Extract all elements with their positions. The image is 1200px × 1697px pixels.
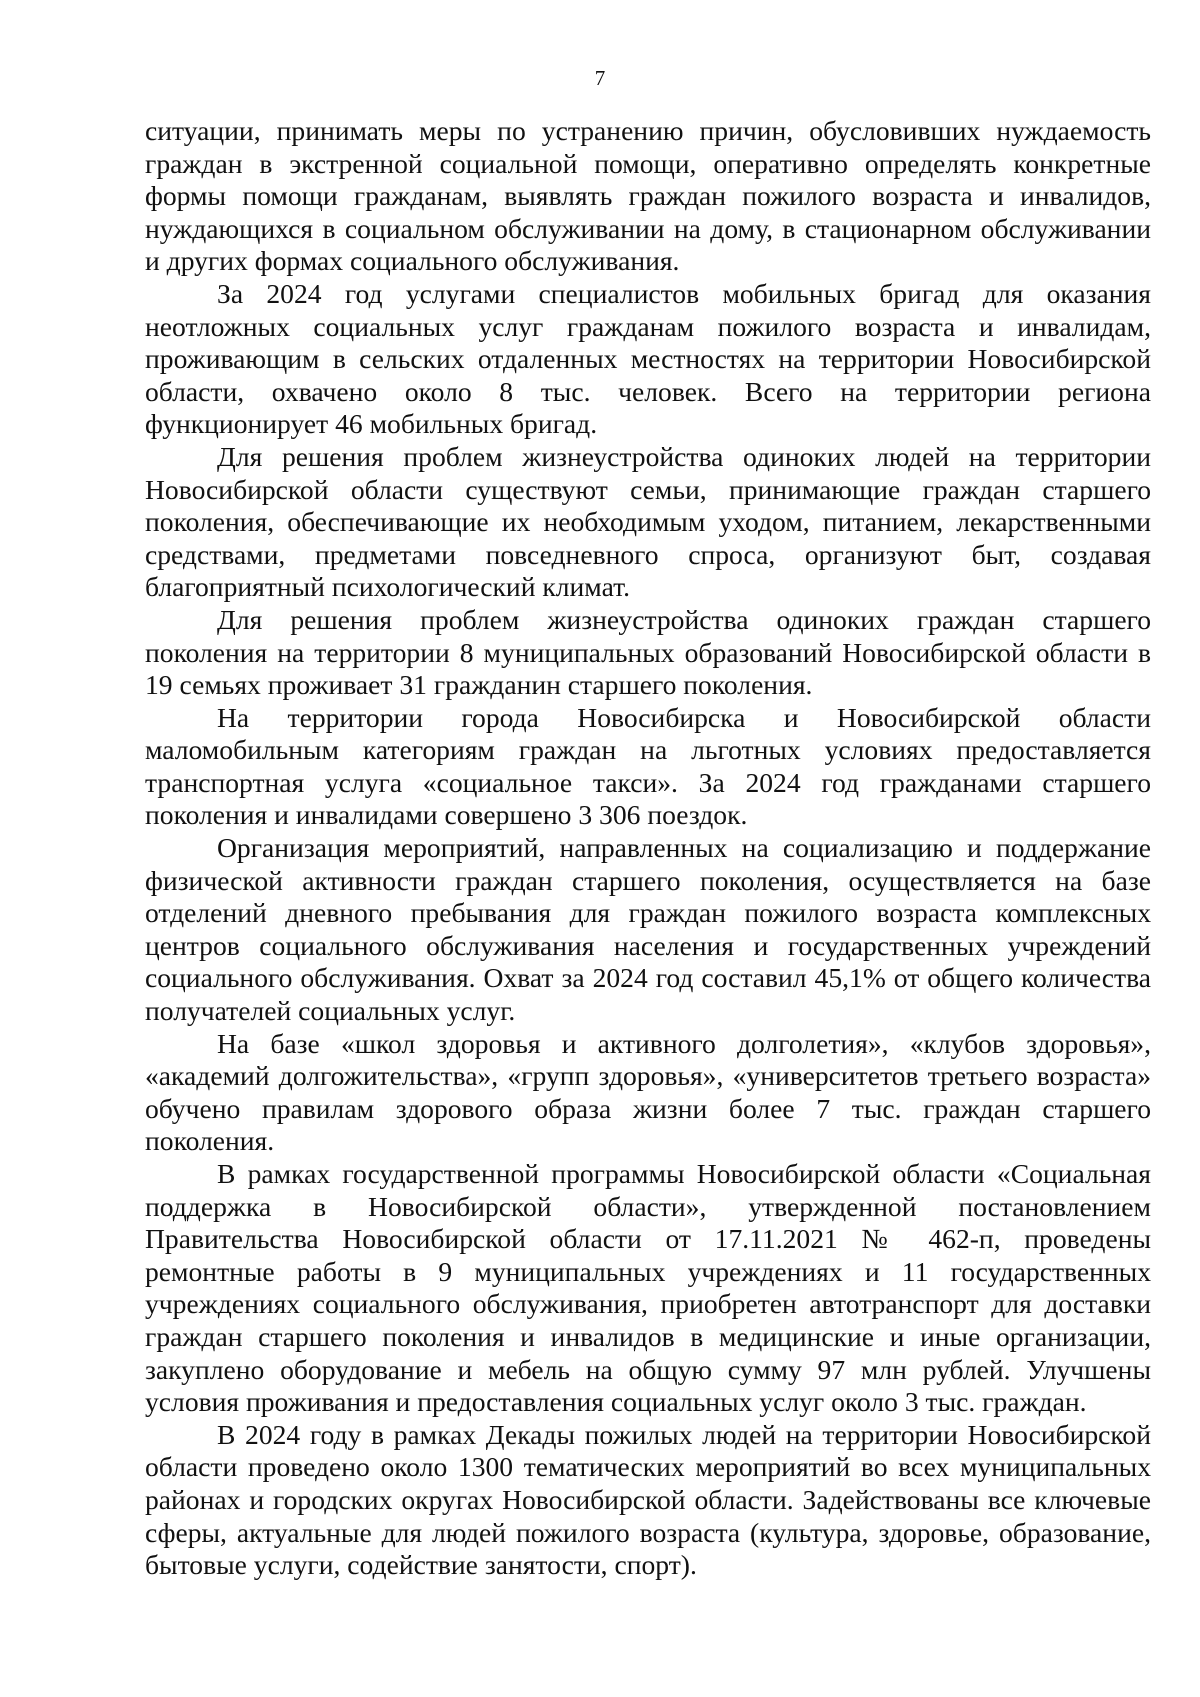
paragraph-families-count: Для решения проблем жизнеустройства одиноких граждан старшего поколения на территории 8 муниципальных образований Новосибирской области в 19 семьях проживает 31 гражданин старшего поколения.	[145, 603, 1151, 701]
paragraph-state-program: В рамках государственной программы Новосибирской области «Социальная поддержка в Новосибирской области», утвержденной постановлением Правительства Новосибирской области от 17.11.2021 № 462-п, проведены ремонтные работы в 9 муниципальных учреждениях и 11 государственных учреждениях социального обслуживания, приобретен автотранспорт для доставки граждан старшего поколения и инвалидов в медицинские и иные организации, закуплено оборудование и мебель на общую сумму 97 млн рублей. Улучшены условия проживания и предоставления социальных услуг около 3 тыс. граждан.	[145, 1158, 1151, 1418]
paragraph-social-taxi: На территории города Новосибирска и Новосибирской области маломобильным категориям граждан на льготных условиях предоставляется транспортная услуга «социальное такси». За 2024 год гражданами старшего поколения и инвалидами совершено 3 306 поездок.	[145, 701, 1151, 831]
paragraph-mobile-brigades: За 2024 год услугами специалистов мобильных бригад для оказания неотложных социальных услуг гражданам пожилого возраста и инвалидам, проживающим в сельских отдаленных местностях на территории Новосибирской области, охвачено около 8 тыс. человек. Всего на территории региона функционирует 46 мобильных бригад.	[145, 277, 1151, 440]
page-number: 7	[594, 66, 606, 90]
paragraph-health-schools: На базе «школ здоровья и активного долголетия», «клубов здоровья», «академий долгожительства», «групп здоровья», «университетов третьего возраста» обучено правилам здорового образа жизни более 7 тыс. граждан старшего поколения.	[145, 1027, 1151, 1157]
paragraph-foster-families: Для решения проблем жизнеустройства одиноких людей на территории Новосибирской области существуют семьи, принимающие граждан старшего поколения, обеспечивающие их необходимым уходом, питанием, лекарственными средствами, предметами повседневного спроса, организуют быт, создавая благоприятный психологический климат.	[145, 440, 1151, 603]
paragraph-elderly-decade: В 2024 году в рамках Декады пожилых людей на территории Новосибирской области проведено около 1300 тематических мероприятий во всех муниципальных районах и городских округах Новосибирской области. Задействованы все ключевые сферы, актуальные для людей пожилого возраста (культура, здоровье, образование, бытовые услуги, содействие занятости, спорт).	[145, 1418, 1151, 1581]
paragraph-continuation: ситуации, принимать меры по устранению причин, обусловивших нуждаемость граждан в экстренной социальной помощи, оперативно определять конкретные формы помощи гражданам, выявлять граждан пожилого возраста и инвалидов, нуждающихся в социальном обслуживании на дому, в стационарном обслуживании и других формах социального обслуживания.	[145, 115, 1151, 277]
document-body	[145, 115, 1151, 1582]
paragraph-day-care: Организация мероприятий, направленных на социализацию и поддержание физической активности граждан старшего поколения, осуществляется на базе отделений дневного пребывания для граждан пожилого возраста комплексных центров социального обслуживания населения и государственных учреждений социального обслуживания. Охват за 2024 год составил 45,1% от общего количества получателей социальных услуг.	[145, 832, 1151, 1027]
